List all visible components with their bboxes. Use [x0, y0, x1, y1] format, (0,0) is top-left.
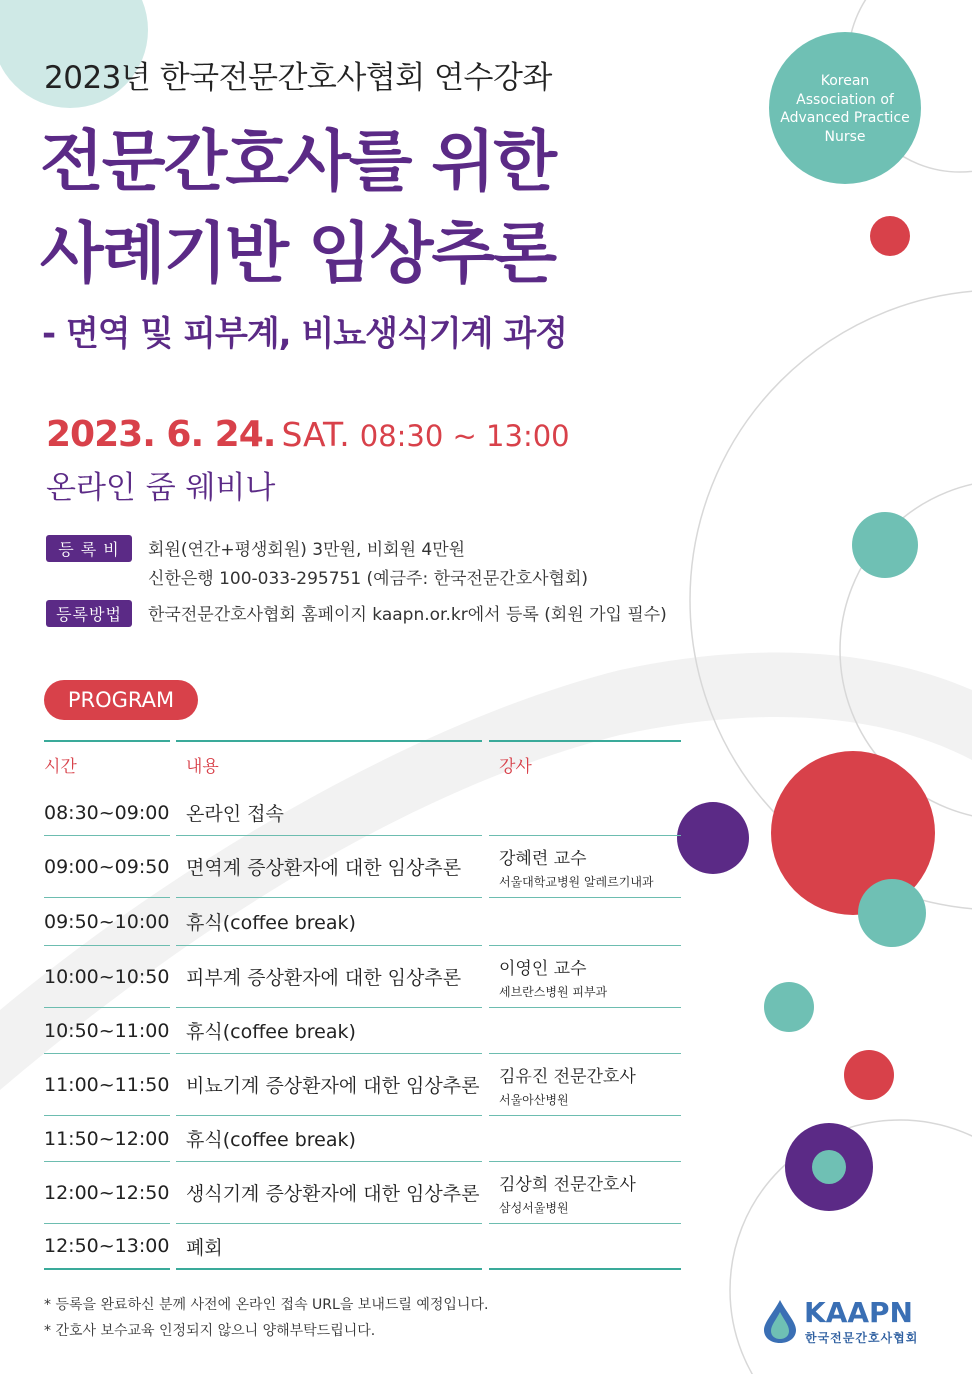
- fee-tag: 등 록 비: [46, 535, 132, 562]
- method-tag: 등록방법: [46, 600, 132, 627]
- row-content: 면역계 증상환자에 대한 임상추론: [176, 836, 482, 898]
- row-content: 휴식(coffee break): [176, 1116, 482, 1162]
- red-dot-mid: [844, 1050, 894, 1100]
- row-speaker: [489, 1054, 681, 1116]
- row-speaker: [489, 898, 681, 946]
- row-speaker: [489, 790, 681, 836]
- speaker-name: 김유진 전문간호사: [499, 1066, 636, 1087]
- speaker-org: 서울대학교병원 알레르기내과: [499, 874, 654, 889]
- drop-logo-icon: [760, 1298, 800, 1344]
- row-time: 08:30~09:00: [44, 790, 170, 836]
- row-time: 11:00~11:50: [44, 1054, 170, 1116]
- teal-dot: [852, 512, 918, 578]
- association-badge: [770, 72, 920, 146]
- badge-line: Korean: [820, 73, 870, 89]
- row-time: 09:00~09:50: [44, 836, 170, 898]
- column-header-content: 내용: [176, 740, 482, 790]
- event-date: 2023. 6. 24.: [46, 414, 276, 455]
- row-time: 11:50~12:00: [44, 1116, 170, 1162]
- event-day: SAT.: [281, 415, 350, 454]
- logo-name: KAAPN: [804, 1296, 913, 1329]
- row-time: 09:50~10:00: [44, 898, 170, 946]
- event-datetime: [46, 414, 570, 455]
- row-speaker: [489, 1116, 681, 1162]
- speaker-name: 김상희 전문간호사: [499, 1174, 636, 1195]
- teal-dot-small: [764, 982, 814, 1032]
- column-header-speaker: 강사: [489, 740, 681, 790]
- footnote: * 등록을 완료하신 분께 사전에 온라인 접속 URL을 보내드릴 예정입니다.: [44, 1297, 489, 1313]
- row-speaker: [489, 1008, 681, 1054]
- speaker-org: 서울아산병원: [499, 1092, 569, 1107]
- red-dot-small: [870, 216, 910, 256]
- speaker-name: 이영인 교수: [499, 958, 587, 979]
- event-venue: 온라인 줌 웨비나: [46, 470, 276, 506]
- logo-subtitle: 한국전문간호사협회: [805, 1331, 919, 1345]
- course-name: - 면역 및 피부계, 비뇨생식기계 과정: [42, 314, 568, 354]
- row-time: 12:00~12:50: [44, 1162, 170, 1224]
- account-text: 신한은행 100-033-295751 (예금주: 한국전문간호사협회): [148, 569, 589, 589]
- row-content: 생식기계 증상환자에 대한 임상추론: [176, 1162, 482, 1224]
- main-title-line2: 사례기반 임상추론: [40, 215, 556, 292]
- row-content: 피부계 증상환자에 대한 임상추론: [176, 946, 482, 1008]
- speaker-name: 강혜련 교수: [499, 848, 587, 869]
- fee-text: 회원(연간+평생회원) 3만원, 비회원 4만원: [148, 540, 466, 560]
- badge-line: Nurse: [824, 128, 866, 145]
- row-content: 폐회: [176, 1224, 482, 1270]
- footnote: * 간호사 보수교육 인정되지 않으니 양해부탁드립니다.: [44, 1323, 376, 1339]
- column-header-time: 시간: [44, 740, 170, 790]
- speaker-org: 삼성서울병원: [499, 1200, 569, 1215]
- row-speaker: [489, 1162, 681, 1224]
- badge-line: Association of: [796, 91, 894, 108]
- row-content: 휴식(coffee break): [176, 898, 482, 946]
- row-time: 10:50~11:00: [44, 1008, 170, 1054]
- purple-dot: [677, 802, 749, 874]
- row-time: 12:50~13:00: [44, 1224, 170, 1270]
- row-content: 온라인 접속: [176, 790, 482, 836]
- row-speaker: [489, 946, 681, 1008]
- row-time: 10:00~10:50: [44, 946, 170, 1008]
- program-badge: PROGRAM: [44, 680, 198, 720]
- badge-line: Advanced Practice: [780, 110, 910, 126]
- row-content: 휴식(coffee break): [176, 1008, 482, 1054]
- event-time: 08:30 ~ 13:00: [359, 419, 570, 453]
- event-subtitle: 2023년 한국전문간호사협회 연수강좌: [44, 60, 552, 96]
- row-speaker: [489, 1224, 681, 1270]
- row-content: 비뇨기계 증상환자에 대한 임상추론: [176, 1054, 482, 1116]
- method-text: 한국전문간호사협회 홈페이지 kaapn.or.kr에서 등록 (회원 가입 필수): [148, 605, 667, 625]
- row-speaker: [489, 836, 681, 898]
- main-title-line1: 전문간호사를 위한: [40, 123, 556, 200]
- teal-dot-overlap: [858, 879, 926, 947]
- purple-ring-center: [812, 1150, 846, 1184]
- speaker-org: 세브란스병원 피부과: [499, 984, 608, 999]
